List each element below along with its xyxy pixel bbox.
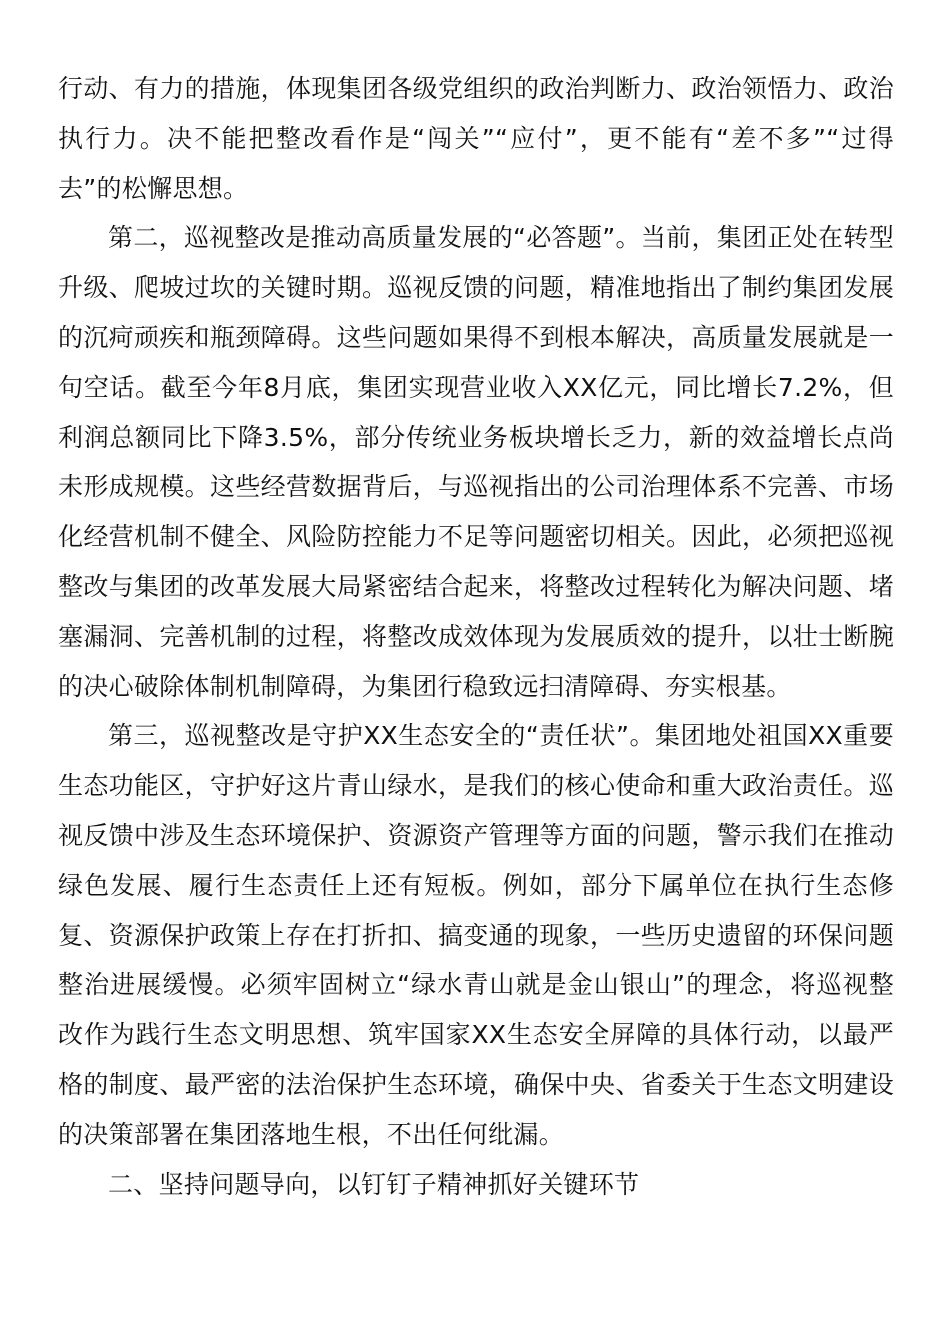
section-heading: 二、坚持问题导向，以钉钉子精神抓好关键环节 (108, 1169, 640, 1199)
paragraph-third-point: 第三，巡视整改是守护XX生态安全的“责任状”。集团地处祖国XX重要生态功能区，守护好这片青山绿水，是我们的核心使命和重大政治责任。巡视反馈中涉及生态环境保护、资源资产管理等方面的问题，警示我们在推动绿色发展、履行生态责任上还有短板。例如，部分下属单位在执行生态修复、资源保护政策上存在打折扣、搞变通的现象，一些历史遗留的环保问题整治进展缓慢。必须牢固树立“绿水青山就是金山银山”的理念，将巡视整改作为践行生态文明思想、筑牢国家XX生态安全屏障的具体行动，以最严格的制度、最严密的法治保护生态环境，确保中央、省委关于生态文明建设的决策部署在集团落地生根，不出任何纰漏。 (58, 721, 894, 1149)
document-body (58, 64, 894, 1209)
paragraph-second-point: 第二，巡视整改是推动高质量发展的“必答题”。当前，集团正处在转型升级、爬坡过坎的关键时期。巡视反馈的问题，精准地指出了制约集团发展的沉疴顽疾和瓶颈障碍。这些问题如果得不到根本解决，高质量发展就是一句空话。截至今年8月底，集团实现营业收入XX亿元，同比增长7.2%，但利润总额同比下降3.5%，部分传统业务板块增长乏力，新的效益增长点尚未形成规模。这些经营数据背后，与巡视指出的公司治理体系不完善、市场化经营机制不健全、风险防控能力不足等问题密切相关。因此，必须把巡视整改与集团的改革发展大局紧密结合起来，将整改过程转化为解决问题、堵塞漏洞、完善机制的过程，将整改成效体现为发展质效的提升，以壮士断腕的决心破除体制机制障碍，为集团行稳致远扫清障碍、夯实根基。 (58, 223, 894, 701)
paragraph-continuation: 行动、有力的措施，体现集团各级党组织的政治判断力、政治领悟力、政治执行力。决不能把整改看作是“闯关”“应付”，更不能有“差不多”“过得去”的松懈思想。 (58, 74, 894, 203)
